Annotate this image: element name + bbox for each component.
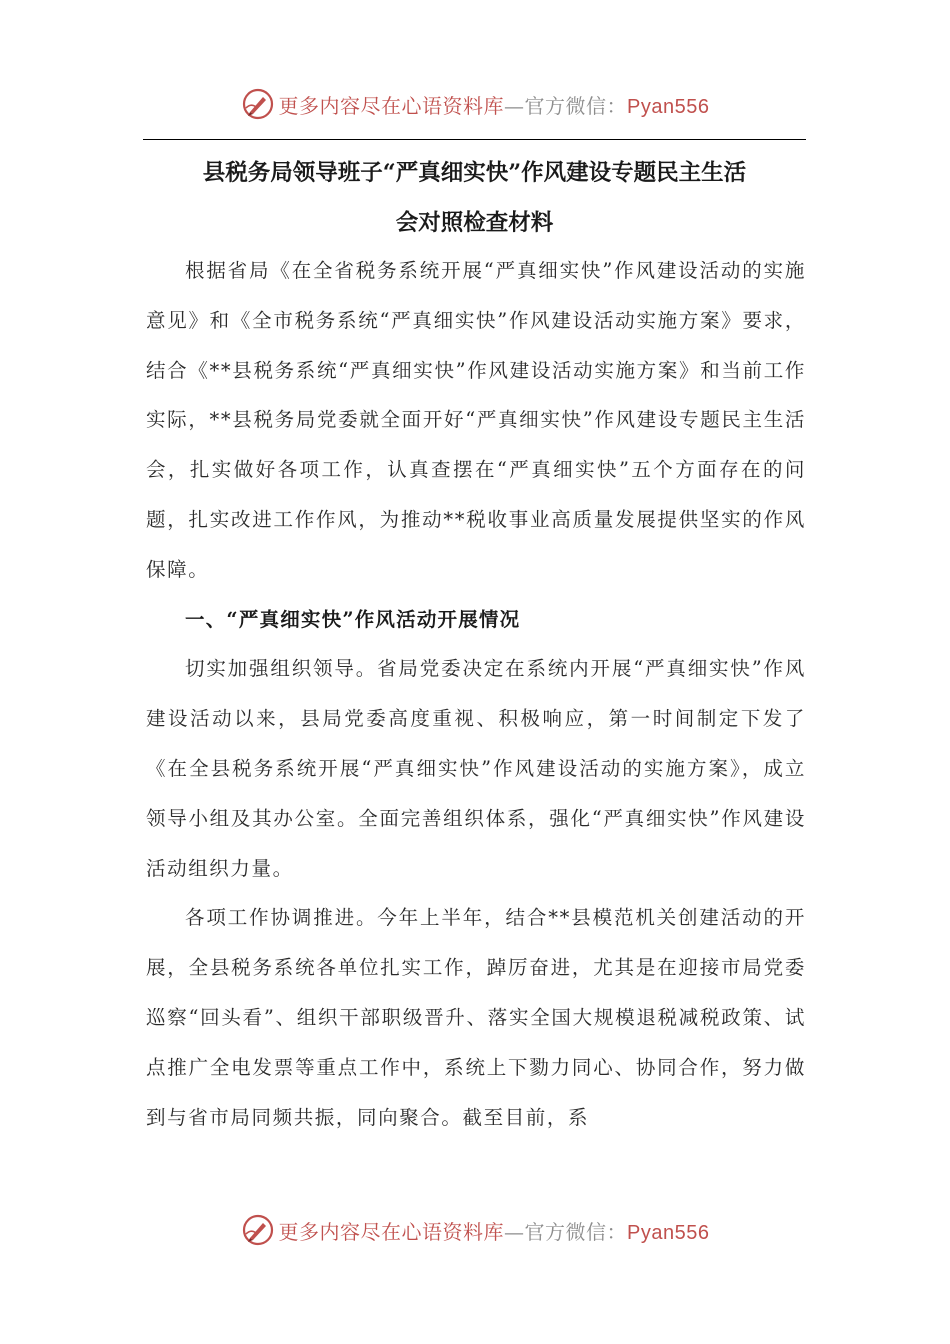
banner-text-gray: —官方微信：	[504, 93, 628, 118]
banner-text	[279, 1216, 710, 1245]
paragraph-organization: 切实加强组织领导。省局党委决定在系统内开展“严真细实快”作风建设活动以来，县局党委高度重视、积极响应，第一时间制定下发了《在全县税务系统开展“严真细实快”作风建设活动的实施方案》，成立领导小组及其办公室。全面完善组织体系，强化“严真细实快”作风建设活动组织力量。	[146, 657, 806, 880]
paragraph-progress: 各项工作协调推进。今年上半年，结合**县模范机关创建活动的开展，全县税务系统各单位扎实工作，踔厉奋进，尤其是在迎接市局党委巡察“回头看”、组织干部职级晋升、落实全国大规模退税减税政策、试点推广全电发票等重点工作中，系统上下勠力同心、协同合作，努力做到与省市局同频共振，同向聚合。截至目前，系	[146, 906, 806, 1129]
banner-wechat-id: Pyan556	[627, 1221, 710, 1244]
document-body	[146, 246, 806, 1142]
title-line-1: 县税务局领导班子“严真细实快”作风建设专题民主生活	[202, 160, 747, 186]
section-heading-1: 一、“严真细实快”作风活动开展情况	[185, 607, 521, 631]
title-line-2: 会对照检查材料	[395, 210, 554, 236]
document-title	[143, 148, 806, 248]
paragraph-intro: 根据省局《在全省税务系统开展“严真细实快”作风建设活动的实施意见》和《全市税务系统“严真细实快”作风建设活动实施方案》要求，结合《**县税务系统“严真细实快”作风建设活动实施方案》和当前工作实际，**县税务局党委就全面开好“严真细实快”作风建设专题民主生活会，扎实做好各项工作，认真查摆在“严真细实快”五个方面存在的问题，扎实改进工作作风，为推动**税收事业高质量发展提供坚实的作风保障。	[146, 259, 806, 581]
banner-wechat-id: Pyan556	[627, 95, 710, 118]
header-banner	[0, 84, 950, 124]
header-divider	[143, 139, 806, 140]
footer-banner	[0, 1210, 950, 1250]
pen-logo-icon	[241, 87, 275, 121]
pen-logo-icon	[241, 1213, 275, 1247]
banner-text-red: 更多内容尽在心语资料库	[278, 1219, 505, 1244]
banner-text-gray: —官方微信：	[504, 1219, 628, 1244]
banner-text	[279, 90, 710, 119]
banner-text-red: 更多内容尽在心语资料库	[278, 93, 505, 118]
